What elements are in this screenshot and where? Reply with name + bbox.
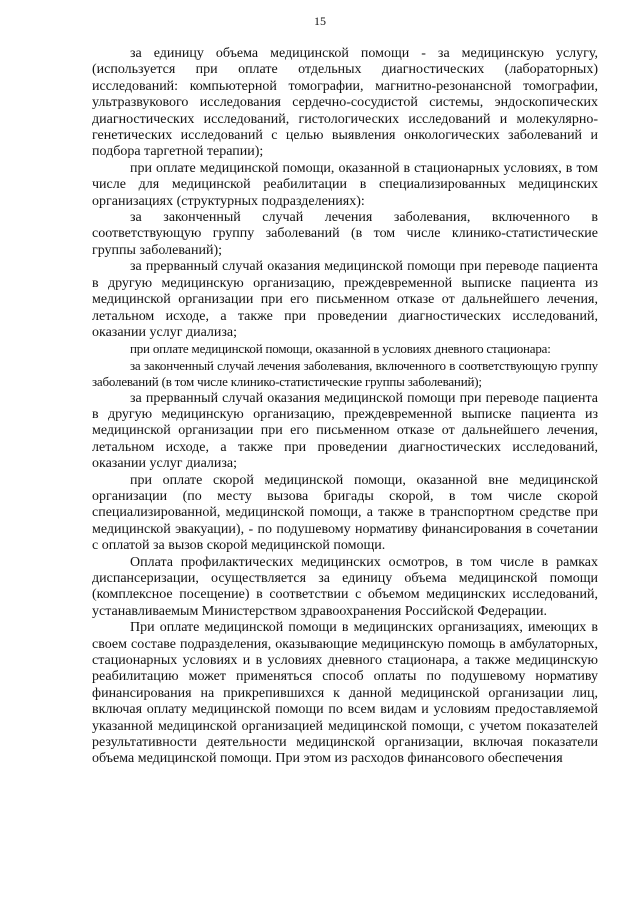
paragraph-day-hospital-completed-case: за законченный случай лечения заболевания, включенного в соответствующую группу заболеваний (в том числе клинико-статистические группы заболеваний); — [92, 357, 598, 390]
document-body — [92, 46, 598, 768]
paragraph-inpatient-completed-case: за законченный случай лечения заболевания, включенного в соответствующую группу заболеваний (в том числе клинико-статистические группы заболеваний); — [92, 210, 598, 258]
page-number: 15 — [314, 14, 326, 28]
paragraph-unit-of-service: за единицу объема медицинской помощи - за медицинскую услугу, (используется при оплате отдельных диагностических (лабораторных) исследований: компьютерной томографии, магнитно-резонансной томографии, ультразвукового исследования сердечно-сосудистой системы, эндоскопических диагностических исследований, гистологических исследований и молекулярно-генетических исследований с целью выявления онкологических заболеваний и подбора таргетной терапии); — [92, 46, 598, 160]
paragraph-emergency-care-payment: при оплате скорой медицинской помощи, оказанной вне медицинской организации (по месту вызова бригады скорой, в том числе скорой специализированной, медицинской помощи, а также в транспортном средстве при медицинской эвакуации), - по подушевому нормативу финансирования в сочетании с оплатой за вызов скорой медицинской помощи. — [92, 472, 598, 554]
paragraph-preventive-examinations: Оплата профилактических медицинских осмотров, в том числе в рамках диспансеризации, осуществляется за единицу объема медицинской помощи (комплексное посещение) в соответствии с объемом медицинских исследований, устанавливаемым Министерством здравоохранения Российской Федерации. — [92, 554, 598, 619]
paragraph-day-hospital-payment: при оплате медицинской помощи, оказанной в условиях дневного стационара: — [130, 341, 551, 357]
paragraph-per-capita-financing: При оплате медицинской помощи в медицинских организациях, имеющих в своем составе подразделения, оказывающие медицинскую помощь в амбулаторных, стационарных условиях и в условиях дневного стационара, а также медицинскую реабилитацию может применяться способ оплаты по подушевому нормативу финансирования на прикрепившихся к данной медицинской организации лиц, включая оплату медицинской помощи по всем видам и условиям предоставляемой указанной медицинской организацией медицинской помощи, с учетом показателей результативности деятельности медицинской организации, включая показатели объема медицинской помощи. При этом из расходов финансового обеспечения — [92, 620, 598, 767]
paragraph-inpatient-interrupted-case: за прерванный случай оказания медицинской помощи при переводе пациента в другую медицинскую организацию, преждевременной выписке пациента из медицинской организации при его письменном отказе от дальнейшего лечения, летальном исходе, а также при проведении диагностических исследований, оказании услуг диализа; — [92, 259, 598, 340]
paragraph-inpatient-payment: при оплате медицинской помощи, оказанной в стационарных условиях, в том числе для медицинской реабилитации в специализированных медицинских организациях (структурных подразделениях): — [92, 160, 598, 209]
paragraph-day-hospital-interrupted-case: за прерванный случай оказания медицинской помощи при переводе пациента в другую медицинскую организацию, преждевременной выписке пациента из медицинской организации при его письменном отказе от дальнейшего лечения, летальном исходе, а также при проведении диагностических исследований, оказании услуг диализа; — [92, 390, 598, 472]
